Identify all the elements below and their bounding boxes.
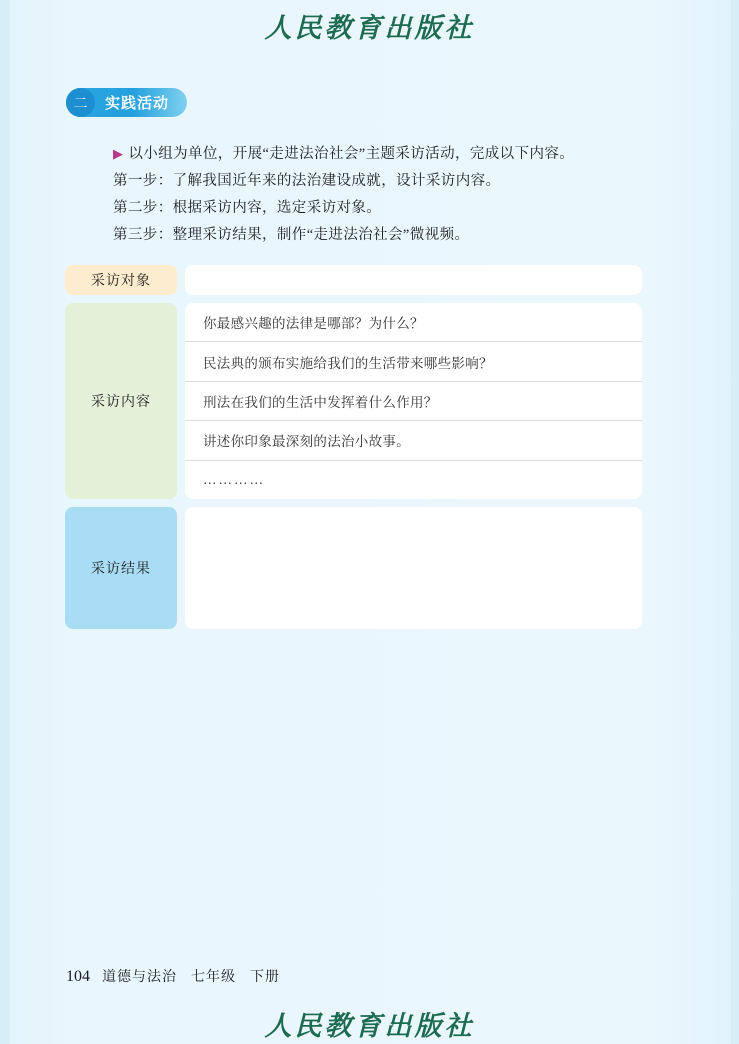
section-title: 实践活动	[105, 95, 170, 112]
intro-step-3: 第三步：整理采访结果，制作“走进法治社会”微视频。	[113, 227, 470, 243]
section-number-badge: 二	[66, 88, 95, 117]
intro-step-2: 第二步：根据采访内容，选定采访对象。	[113, 200, 382, 216]
input-interview-result[interactable]	[185, 507, 642, 629]
list-item: 你最感兴趣的法律是哪部？为什么？	[185, 303, 642, 342]
page-edge-right	[731, 0, 739, 1044]
row-label-interview-content: 采访内容	[65, 303, 177, 499]
intro-lead-text: 以小组为单位，开展“走进法治社会”主题采访活动，完成以下内容。	[128, 146, 575, 162]
list-item: 民法典的颁布实施给我们的生活带来哪些影响？	[185, 342, 642, 381]
list-item: 刑法在我们的生活中发挥着什么作用？	[185, 382, 642, 421]
section-header	[66, 88, 187, 117]
interview-question-list	[185, 303, 642, 499]
list-item: 讲述你印象最深刻的法治小故事。	[185, 421, 642, 460]
page-edge-left	[0, 0, 10, 1044]
table-row	[65, 303, 642, 499]
footer-volume: 下册	[250, 970, 280, 985]
row-label-interview-object: 采访对象	[65, 265, 177, 295]
page-number: 104	[66, 968, 90, 985]
table-row	[65, 507, 642, 629]
page-footer	[66, 966, 280, 986]
list-item-ellipsis: …………	[203, 471, 265, 487]
footer-subject: 道德与法治	[102, 970, 177, 985]
bullet-icon: ▶	[113, 146, 124, 161]
footer-grade: 七年级	[191, 970, 236, 985]
intro-text-block	[113, 140, 653, 249]
intro-lead-row	[113, 140, 653, 168]
table-row	[65, 265, 642, 295]
row-label-interview-result: 采访结果	[65, 507, 177, 629]
intro-step-1: 第一步：了解我国近年来的法治建设成就，设计采访内容。	[113, 173, 501, 189]
publisher-logo-top: 人民教育出版社	[264, 13, 475, 43]
interview-worksheet-table	[65, 265, 642, 637]
publisher-logo-bottom: 人民教育出版社	[264, 1011, 475, 1041]
input-interview-object[interactable]	[185, 265, 642, 295]
